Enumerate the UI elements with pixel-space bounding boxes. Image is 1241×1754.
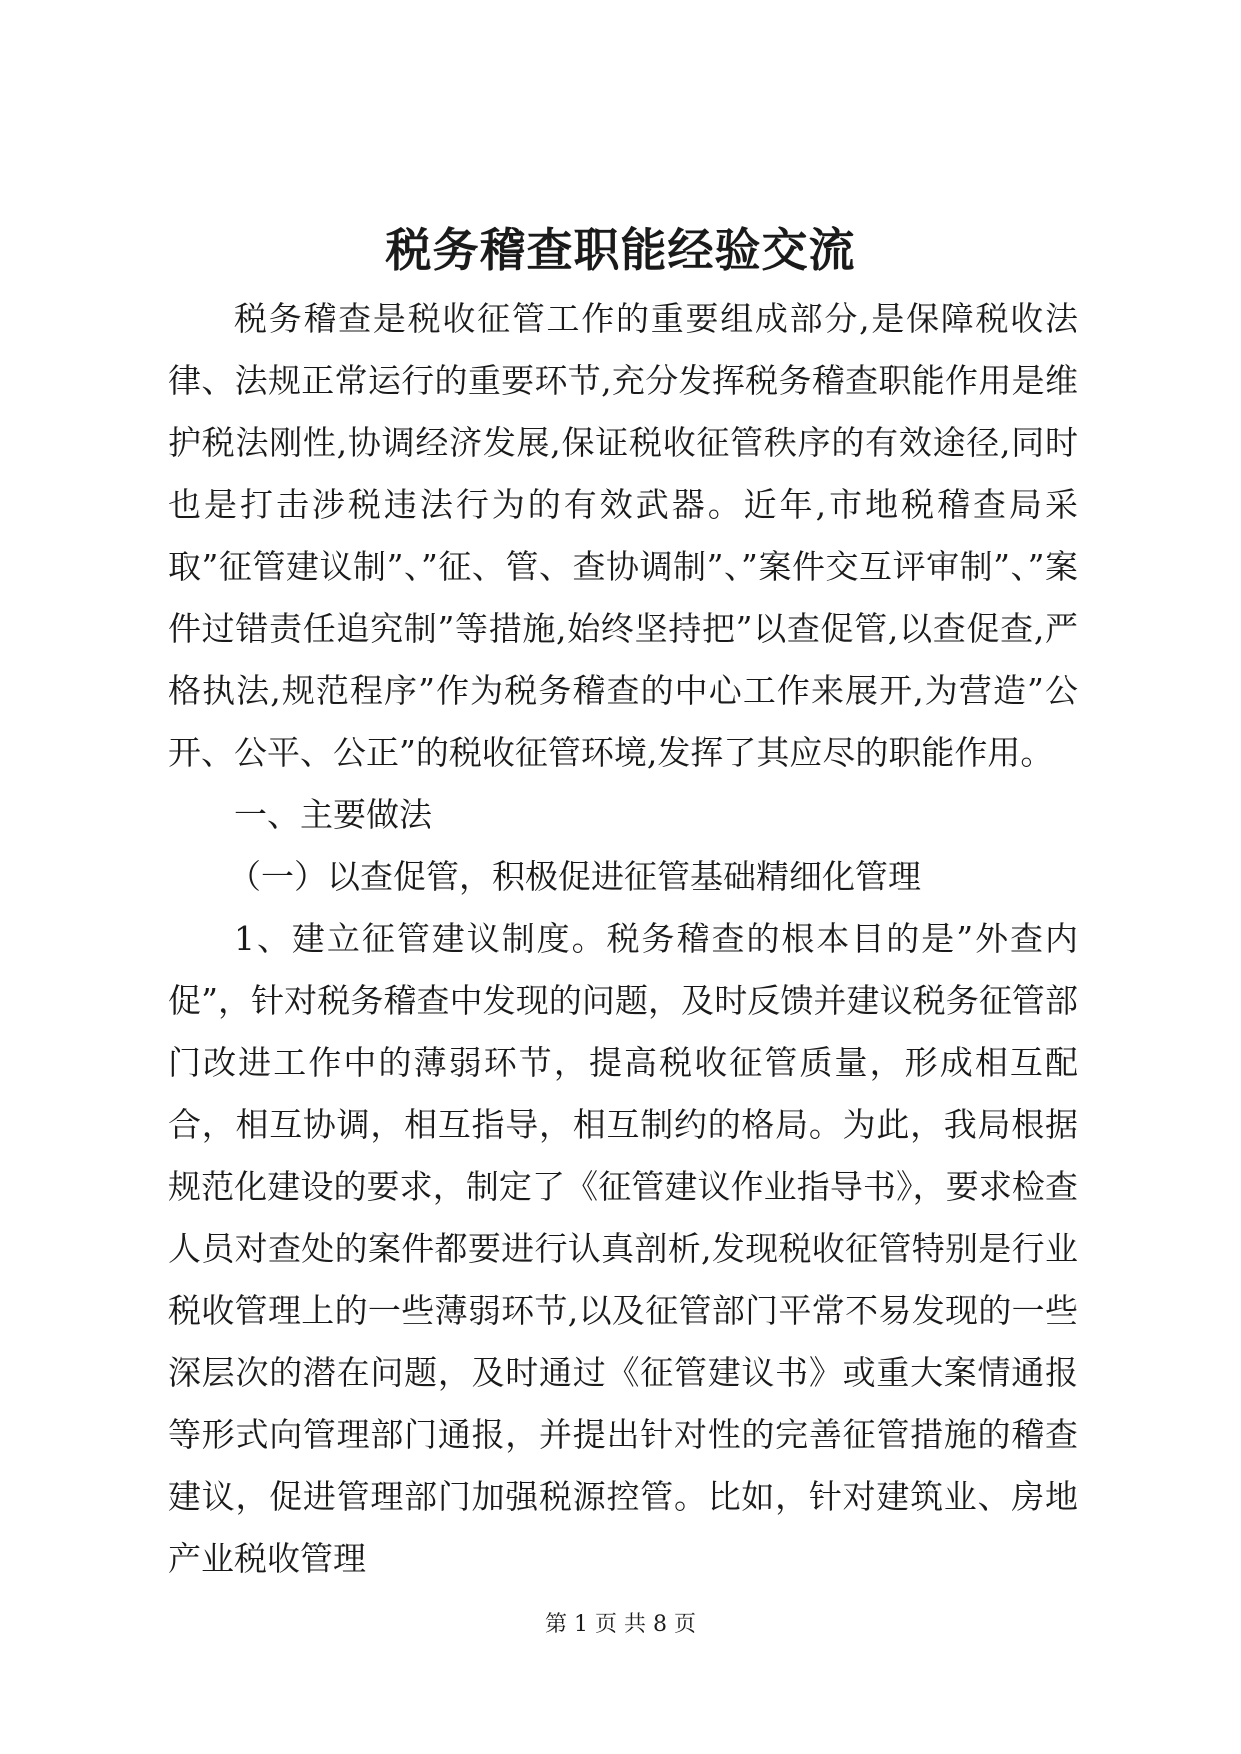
intro-paragraph: 税务稽查是税收征管工作的重要组成部分,是保障税收法律、法规正常运行的重要环节,充分发挥税务稽查职能作用是维护税法刚性,协调经济发展,保证税收征管秩序的有效途径,同时也是打击涉税违法行为的有效武器。近年,市地税稽查局采取”征管建议制”、”征、管、查协调制”、”案件交互评审制”、”案件过错责任追究制”等措施,始终坚持把”以查促管,以查促查,严格执法,规范程序”作为税务稽查的中心工作来展开,为营造”公开、公平、公正”的税收征管环境,发挥了其应尽的职能作用。	[168, 299, 1078, 772]
document-title: 税务稽查职能经验交流	[385, 223, 856, 277]
document-body	[168, 288, 1078, 1590]
subsection-heading: （一）以查促管，积极促进征管基础精细化管理	[228, 857, 921, 896]
body-paragraph: 1、建立征管建议制度。税务稽查的根本目的是”外查内促”，针对税务稽查中发现的问题，及时反馈并建议税务征管部门改进工作中的薄弱环节，提高税收征管质量，形成相互配合，相互协调，相互指导，相互制约的格局。为此，我局根据规范化建设的要求，制定了《征管建议作业指导书》，要求检查人员对查处的案件都要进行认真剖析,发现税收征管特别是行业税收管理上的一些薄弱环节,以及征管部门平常不易发现的一些深层次的潜在问题，及时通过《征管建议书》或重大案情通报等形式向管理部门通报，并提出针对性的完善征管措施的稽查建议，促进管理部门加强税源控管。比如，针对建筑业、房地产业税收管理	[168, 919, 1078, 1578]
page-number-footer: 第 1 页 共 8 页	[545, 1612, 696, 1637]
section-heading: 一、主要做法	[234, 795, 432, 834]
